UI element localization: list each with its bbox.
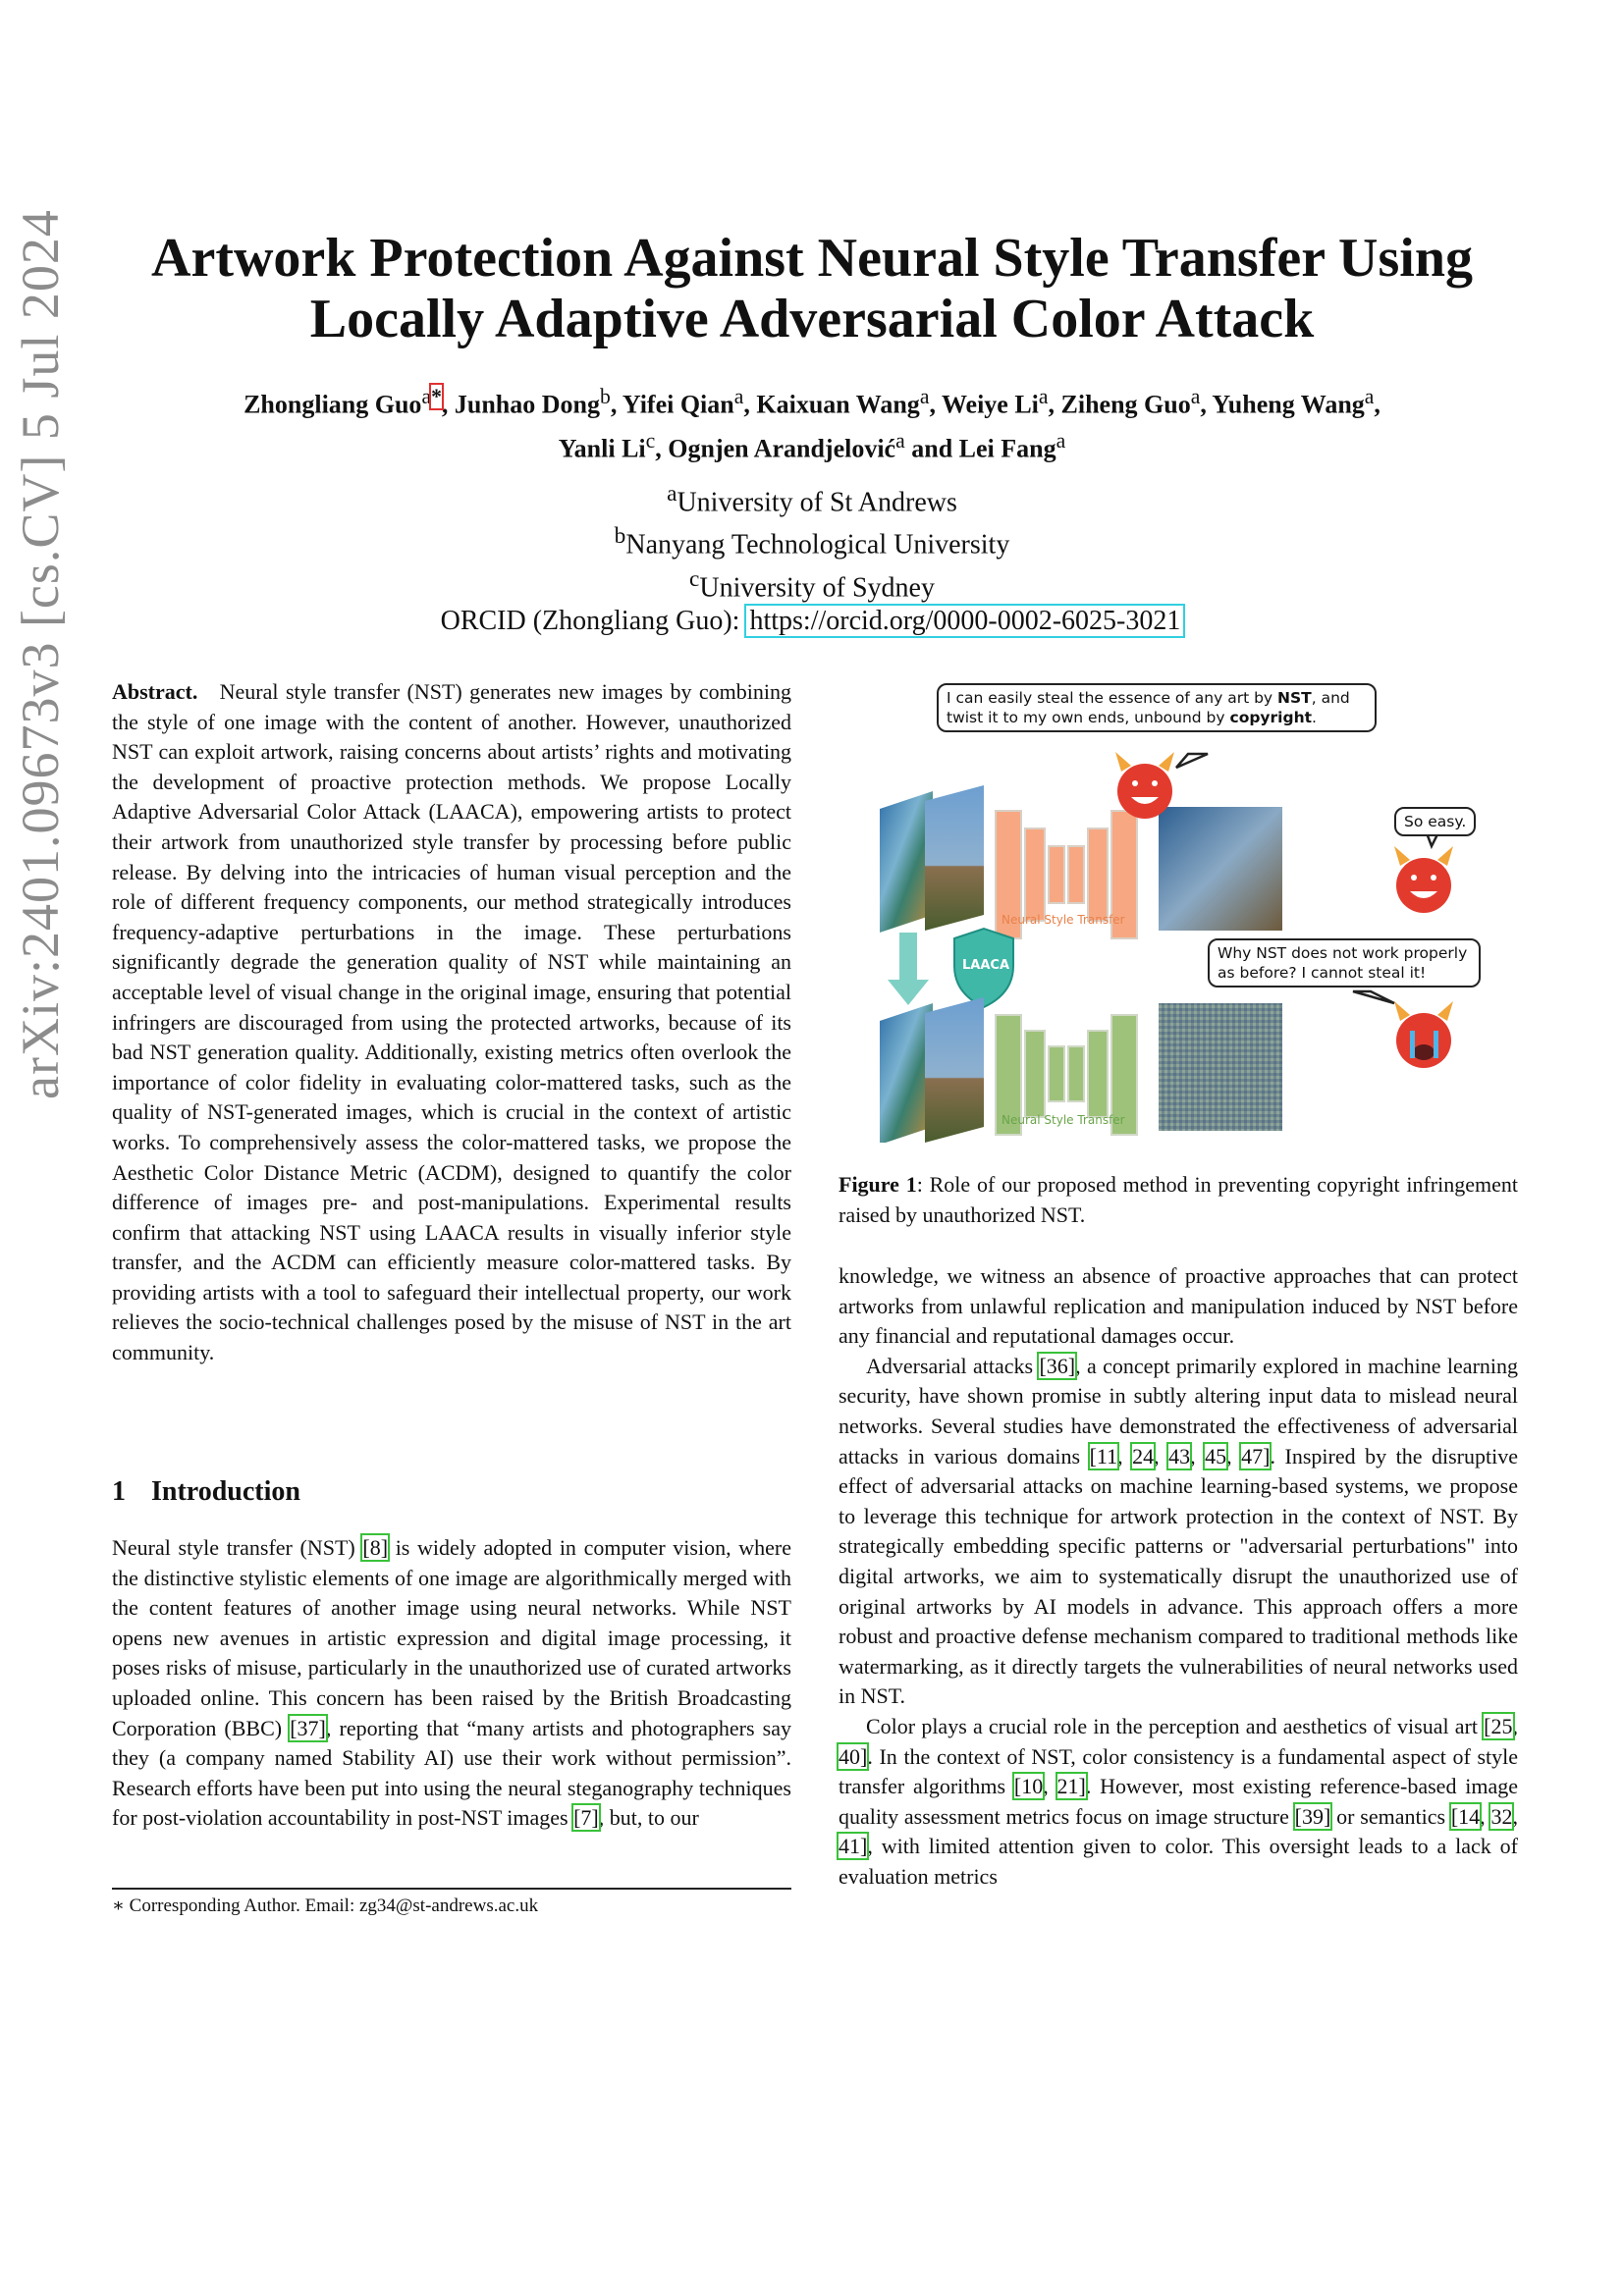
abstract-text: Neural style transfer (NST) generates new images by combining the style of one image with the content of another. However, unauthorized NST can exploit artwork, raising concerns about artists’ rights and motivating the development of proactive protection methods. We propose Locally Adaptive Adversarial Color Attack (LAACA), empowering artists to protect their artwork from unauthorized style transfer by processing before public release. By delving into the intricacies of human visual perception and the role of different frequency components, our method strategically introduces frequency-adaptive perturbations in the image. These perturbations significantly degrade the generation quality of NST while maintaining an acceptable level of visual change in the original image, ensuring that potential infringers are discouraged from using the protected artworks, because of its bad NST generation quality. Additionally, existing metrics often overlook the importance of color fidelity in evaluating color-mattered tasks, such as the quality of NST-generated images, which is crucial in the context of artistic works. To comprehensively assess the color-mattered tasks, we propose the Aesthetic Color Distance Metric (ACDM), designed to quantify the color difference of images pre- and post-manipulations. Experimental results confirm that attacking NST using LAACA results in visually inferior style transfer, and the ACDM can efficiently measure color-mattered tasks. By providing artists with a tool to safeguard their intellectual property, our work relieves the socio-technical challenges posed by the misuse of NST in the art community. — [112, 679, 791, 1365]
body-text: , reporting that “many artists and photographers say they (a company named Stability AI) use their work without permission”. Research efforts have been put into using the neural steganography techniques for post-violation accountability in post-NST images — [112, 1715, 791, 1831]
author-separator: , — [1374, 390, 1380, 419]
body-text: , — [1154, 1443, 1169, 1468]
citation-link[interactable]: 21] — [1056, 1774, 1086, 1799]
author-line-1 — [0, 379, 1624, 423]
citation-link[interactable]: 41] — [839, 1834, 868, 1859]
paragraph — [839, 1352, 1518, 1712]
network-layer — [1049, 1046, 1064, 1101]
content-photo-image — [925, 997, 984, 1143]
input-images-top — [880, 785, 984, 933]
author-affil-sup: b — [600, 385, 611, 408]
body-text: , a concept primarily explored in machine learning security, have shown promise in subtly altering input data to mislead neural networks. Several studies have demonstrated the effectiveness of adversarial attacks in various domains — [839, 1353, 1519, 1468]
bubble-tail — [1353, 991, 1394, 1003]
right-column-body — [839, 1261, 1518, 1892]
network-layer — [1088, 828, 1108, 921]
figure-1 — [864, 681, 1492, 1143]
body-text: , with limited attention given to color. This oversight leads to a lack of evaluation metrics — [839, 1834, 1518, 1889]
body-text: , — [1117, 1443, 1133, 1468]
down-arrow — [888, 933, 929, 1005]
protected-style-image — [880, 1003, 933, 1143]
body-text: . Inspired by the disruptive effect of adversarial attacks on machine learning-based systems, we propose to leverage this technique for artwork protection in the context of NST. By strategically embedding specific patterns or "adversarial perturbations" into digital artworks, we aim to systematically disrupt the unauthorized use of original artworks by AI models in advance. This approach offers a more robust and proactive defense mechanism compared to traditional methods like watermarking, as it directly targets the vulnerabilities of neural networks used in NST. — [839, 1443, 1518, 1709]
affiliation-a — [0, 477, 1624, 519]
network-layer — [1049, 846, 1064, 903]
nst-output-image — [1159, 807, 1282, 931]
affiliation-c — [0, 562, 1624, 605]
affiliations — [0, 477, 1624, 638]
speech-bubble-why: Why NST does not work properly as before? I cannot steal it! — [1208, 938, 1481, 988]
abstract-label: Abstract. — [112, 679, 198, 704]
bubble-text-bold: NST — [1277, 689, 1312, 707]
author-name: Yanli Li — [558, 434, 646, 463]
author-affil-sup: a — [1038, 385, 1049, 408]
author-affil-sup: c — [645, 428, 656, 453]
author-affil-sup: a — [421, 385, 432, 408]
author-line-2 — [0, 423, 1624, 467]
bubble-tail — [1176, 754, 1208, 768]
body-text: , — [1190, 1443, 1206, 1468]
body-text: knowledge, we witness an absence of proactive approaches that can protect artworks from unlawful replication and manipulation induced by NST before any financial and reputational damages occur. — [839, 1263, 1518, 1349]
affil-name: University of Sydney — [699, 571, 935, 603]
body-text: or semantics — [1330, 1803, 1451, 1829]
affil-name: Nanyang Technological University — [625, 529, 1010, 561]
citation-link[interactable]: 32 — [1490, 1803, 1513, 1829]
affil-sup: a — [667, 481, 677, 507]
citation-link[interactable]: 40] — [839, 1743, 868, 1769]
paper-title — [0, 228, 1624, 349]
citation-link[interactable]: [10 — [1013, 1774, 1044, 1799]
body-text: Adversarial attacks — [866, 1353, 1040, 1378]
citation-link[interactable]: [11 — [1089, 1443, 1118, 1468]
author-affil-sup: a — [1056, 428, 1066, 453]
author-affil-sup: a — [1190, 385, 1201, 408]
footnote-rule — [112, 1888, 791, 1890]
nst-label-top: Neural Style Transfer — [1001, 913, 1125, 927]
title-line-2: Locally Adaptive Adversarial Color Attack — [309, 289, 1315, 349]
arxiv-stamp: arXiv:2401.09673v3 [cs.CV] 5 Jul 2024 — [11, 209, 70, 1099]
caption-text: : Role of our proposed method in preventing copyright infringement raised by unauthorized NST. — [839, 1172, 1518, 1227]
orcid-line — [0, 605, 1624, 638]
author-affil-sup: a — [919, 385, 930, 408]
devil-icon — [1115, 752, 1174, 819]
author-affil-sup: a — [733, 385, 744, 408]
abstract — [112, 677, 791, 1368]
content-photo-image — [925, 785, 984, 931]
paragraph — [839, 1261, 1518, 1352]
citation-link[interactable]: [14 — [1450, 1803, 1481, 1829]
citation-link[interactable]: [8] — [362, 1535, 389, 1560]
speech-bubble-steal — [937, 683, 1377, 732]
figure-caption — [839, 1170, 1518, 1230]
introduction-body — [112, 1533, 791, 1834]
input-images-bottom — [880, 997, 984, 1143]
citation-link[interactable]: 43 — [1168, 1443, 1191, 1468]
title-line-1: Artwork Protection Against Neural Style Transfer Using — [151, 228, 1473, 289]
author-name: , Yifei Qian — [610, 390, 734, 419]
nst-label-bottom: Neural Style Transfer — [1001, 1113, 1125, 1127]
author-name: , Ognjen Arandjelović — [655, 434, 896, 463]
section-number: 1 — [112, 1476, 126, 1507]
network-layer — [1088, 1031, 1108, 1117]
corresponding-author-mark[interactable]: * — [431, 385, 442, 408]
body-text: , — [1512, 1803, 1518, 1829]
bubble-text: . — [1312, 709, 1317, 726]
citation-link[interactable]: [39] — [1294, 1803, 1331, 1829]
speech-bubble-easy: So easy. — [1394, 807, 1476, 836]
affiliation-b — [0, 519, 1624, 561]
author-name: , Yuheng Wang — [1200, 390, 1365, 419]
author-name: , Junhao Dong — [441, 390, 601, 419]
body-text: , — [1512, 1713, 1518, 1738]
devil-crying-icon — [1394, 1001, 1453, 1068]
author-affil-sup: a — [895, 428, 905, 453]
author-name: , Kaixuan Wang — [743, 390, 920, 419]
body-text: Neural style transfer (NST) — [112, 1535, 363, 1560]
section-heading-introduction — [112, 1476, 300, 1508]
footnote: ∗ Corresponding Author. Email: zg34@st-andrews.ac.uk — [112, 1896, 539, 1916]
body-text: , — [1043, 1774, 1057, 1799]
author-name: and Lei Fang — [904, 434, 1056, 463]
body-text: . However, most existing reference-based image quality assessment metrics focus on image structure — [839, 1774, 1518, 1829]
author-affil-sup: a — [1364, 385, 1375, 408]
citation-link[interactable]: 24 — [1132, 1443, 1155, 1468]
bubble-text: , and twist it to my own ends, unbound by — [947, 689, 1350, 726]
affil-sup: b — [614, 523, 626, 550]
style-artwork-image — [880, 791, 933, 933]
body-text: . In the context of NST, color consistency is a fundamental aspect of style transfer algorithms — [839, 1743, 1518, 1799]
author-name: , Weiye Li — [929, 390, 1039, 419]
bubble-text-bold: copyright — [1229, 709, 1313, 726]
bubble-text: I can easily steal the essence of any art by — [947, 689, 1278, 707]
citation-link[interactable]: [36] — [1039, 1353, 1076, 1378]
orcid-link[interactable]: https://orcid.org/0000-0002-6025-3021 — [746, 606, 1183, 636]
citation-link[interactable]: [25 — [1484, 1713, 1513, 1738]
network-layer — [1025, 828, 1045, 921]
degraded-nst-output-image — [1159, 1003, 1282, 1131]
body-text: , — [1480, 1803, 1491, 1829]
body-text: , but, to our — [598, 1805, 699, 1831]
network-layer — [1025, 1031, 1045, 1117]
author-name: Zhongliang Guo — [244, 390, 422, 419]
body-text: , — [1226, 1443, 1242, 1468]
caption-label: Figure 1 — [839, 1172, 917, 1197]
body-text: Color plays a crucial role in the perception and aesthetics of visual art — [866, 1713, 1485, 1738]
orcid-label: ORCID (Zhongliang Guo): — [440, 605, 740, 636]
section-title: Introduction — [151, 1476, 300, 1507]
laaca-label: LAACA — [962, 958, 1010, 973]
citation-link[interactable]: 47] — [1241, 1443, 1271, 1468]
devil-smirk-icon — [1394, 846, 1453, 913]
figure-illustration — [864, 681, 1492, 1143]
affil-name: University of St Andrews — [677, 487, 957, 518]
citation-link[interactable]: 45 — [1205, 1443, 1227, 1468]
citation-link[interactable]: [37] — [290, 1715, 326, 1740]
network-layer — [1068, 846, 1084, 903]
citation-link[interactable]: [7] — [573, 1805, 599, 1831]
network-layer — [1068, 1046, 1084, 1101]
body-text: is widely adopted in computer vision, where the distinctive stylistic elements of one image are algorithmically merged with the content features of another image using neural networks. While NST opens new avenues in artistic expression and digital image processing, it poses risks of misuse, particularly in the unauthorized use of curated artworks uploaded online. This concern has been raised by the British Broadcasting Corporation (BBC) — [112, 1535, 791, 1740]
affil-sup: c — [689, 565, 700, 592]
paragraph — [839, 1712, 1518, 1893]
author-name: , Ziheng Guo — [1048, 390, 1191, 419]
author-list — [0, 379, 1624, 466]
